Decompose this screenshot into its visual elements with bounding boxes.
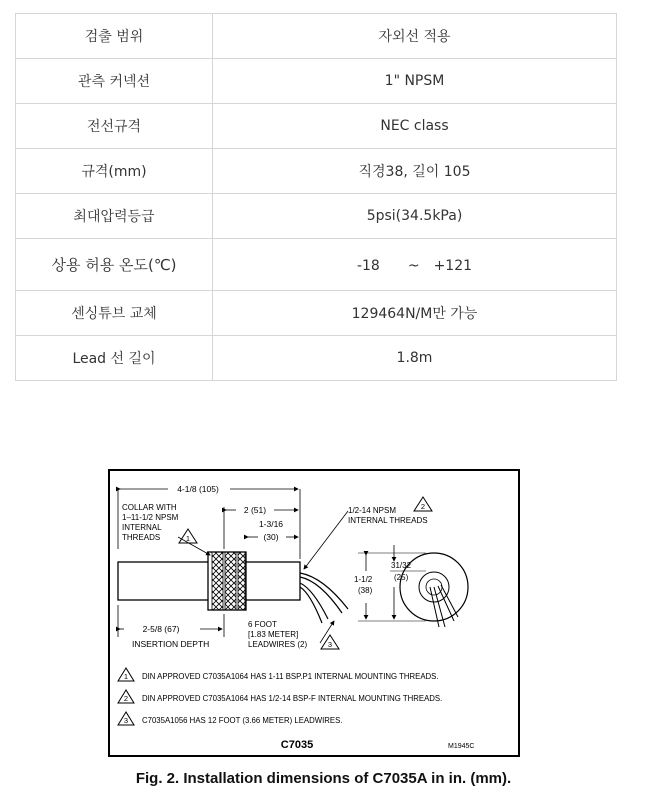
table-row xyxy=(16,59,617,104)
svg-text:3: 3 xyxy=(123,716,129,725)
npsm-label: INTERNAL THREADS xyxy=(348,516,428,525)
svg-text:2: 2 xyxy=(420,502,426,511)
insertion-depth-label: INSERTION DEPTH xyxy=(132,639,210,649)
svg-text:C7035A1056 HAS 12 FOOT (3.66 M: C7035A1056 HAS 12 FOOT (3.66 METER) LEADWIRES. xyxy=(142,716,343,725)
figure-caption xyxy=(0,770,649,787)
row-value: 1.8m xyxy=(213,336,617,381)
table-row xyxy=(16,291,617,336)
row-label: 상용 허용 온도(℃) xyxy=(16,239,213,291)
svg-text:1: 1 xyxy=(123,672,129,681)
row-label: 전선규격 xyxy=(16,104,213,149)
row-value: 1" NPSM xyxy=(213,59,617,104)
row-value: 129464N/M만 가능 xyxy=(213,291,617,336)
leadwires-label: LEADWIRES (2) xyxy=(248,640,308,649)
row-label: 검출 범위 xyxy=(16,14,213,59)
installation-figure xyxy=(108,469,520,757)
caption-text: Fig. 2. Installation dimensions of C7035A in in. (mm). xyxy=(135,770,512,787)
dim-31-32: 31/32 xyxy=(391,561,412,570)
drawing-code: M1945C xyxy=(448,743,475,750)
collar-label: INTERNAL xyxy=(122,523,162,532)
collar-label: COLLAR WITH xyxy=(122,503,177,512)
dim-38: (38) xyxy=(358,586,373,595)
collar-label: 1–11-1/2 NPSM xyxy=(122,513,179,522)
row-value: 직경38, 길이 105 xyxy=(213,149,617,194)
collar-thread xyxy=(225,552,236,610)
table-row xyxy=(16,239,617,291)
table-row xyxy=(16,104,617,149)
row-label: 규격(mm) xyxy=(16,149,213,194)
table-row xyxy=(16,14,617,59)
row-value: -18 ~ +121 xyxy=(213,239,617,291)
row-label: Lead 선 길이 xyxy=(16,336,213,381)
svg-text:DIN APPROVED C7035A1064 HAS 1-: DIN APPROVED C7035A1064 HAS 1-11 BSP.P1 INTERNAL MOUNTING THREADS. xyxy=(142,672,439,681)
leadwires-label: 6 FOOT xyxy=(248,620,277,629)
table-row xyxy=(16,194,617,239)
row-label: 센싱튜브 교체 xyxy=(16,291,213,336)
row-label: 최대압력등급 xyxy=(16,194,213,239)
row-value: 자외선 적용 xyxy=(213,14,617,59)
dim-2-5-8: 2-5/8 (67) xyxy=(142,624,180,634)
row-label: 관측 커넥션 xyxy=(16,59,213,104)
dim-overall: 4-1/8 (105) xyxy=(177,484,219,494)
dim-1-3-16: 1-3/16 xyxy=(258,519,284,529)
leadwires-label: [1.83 METER] xyxy=(248,630,299,639)
svg-text:1: 1 xyxy=(185,534,191,543)
collar-label: THREADS xyxy=(122,533,161,542)
table-row xyxy=(16,149,617,194)
table-row xyxy=(16,336,617,381)
svg-text:3: 3 xyxy=(327,640,333,649)
dimension-drawing xyxy=(108,469,520,757)
dim-25: (25) xyxy=(394,573,409,582)
model-label: C7035 xyxy=(280,739,314,751)
svg-text:2: 2 xyxy=(123,694,129,703)
dim-2: 2 (51) xyxy=(243,505,267,515)
spec-table xyxy=(15,13,617,381)
npsm-label: 1/2-14 NPSM xyxy=(348,506,397,515)
svg-text:DIN APPROVED C7035A1064 HAS 1/: DIN APPROVED C7035A1064 HAS 1/2-14 BSP-F INTERNAL MOUNTING THREADS. xyxy=(142,694,443,703)
dim-30: (30) xyxy=(263,532,279,542)
collar-thread xyxy=(212,552,223,610)
collar-thread xyxy=(238,552,245,610)
row-value: NEC class xyxy=(213,104,617,149)
dim-1-1-2: 1-1/2 xyxy=(354,575,373,584)
row-value: 5psi(34.5kPa) xyxy=(213,194,617,239)
